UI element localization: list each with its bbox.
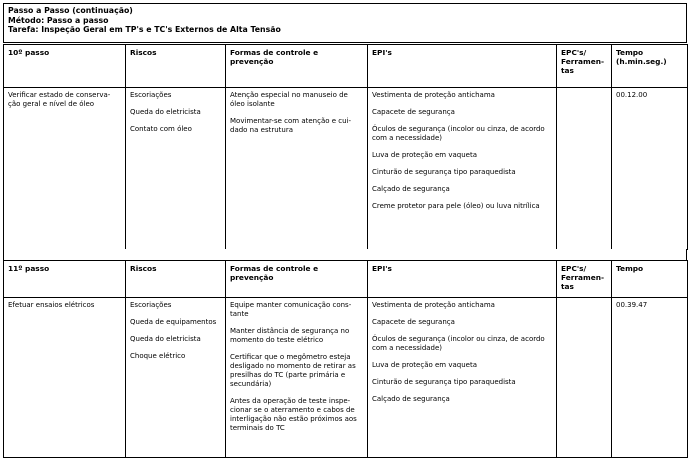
step-11-table xyxy=(3,260,688,458)
epi-item: Calçado de segurança xyxy=(372,395,450,403)
step-11-riscos xyxy=(126,298,226,458)
step-11-formas xyxy=(226,298,368,458)
control-item: Manter distância de segurança no momento do teste elétrico xyxy=(230,327,350,344)
risk-item: Escoriações xyxy=(130,301,172,309)
epi-item: Vestimenta de proteção antichama xyxy=(372,91,495,99)
step-10-epc xyxy=(557,88,612,250)
epi-item: Calçado de segurança xyxy=(372,185,450,193)
epi-item: Capacete de segurança xyxy=(372,108,455,116)
header-method: Método: Passo a passo xyxy=(8,15,109,25)
col-epc: EPC's/ Ferramen-tas xyxy=(557,261,612,298)
epi-item: Óculos de segurança (incolor ou cinza, de acordo com a necessidade) xyxy=(372,335,545,352)
step-11-epis xyxy=(368,298,557,458)
step-10-content-row xyxy=(4,88,688,250)
col-riscos: Riscos xyxy=(126,45,226,88)
col-riscos: Riscos xyxy=(126,261,226,298)
col-tempo: Tempo (h.min.seg.) xyxy=(612,45,688,88)
col-formas: Formas de controle e prevenção xyxy=(226,261,368,298)
step-11-title: 11º passo xyxy=(4,261,126,298)
epi-item: Creme protetor para pele (óleo) ou luva nitrílica xyxy=(372,202,540,210)
step-10-header-row xyxy=(4,45,688,88)
epi-item: Vestimenta de proteção antichama xyxy=(372,301,495,309)
epi-item: Capacete de segurança xyxy=(372,318,455,326)
step-11-epc xyxy=(557,298,612,458)
risk-item: Escoriações xyxy=(130,91,172,99)
col-epc: EPC's/ Ferramen-tas xyxy=(557,45,612,88)
step-11-task: Efetuar ensaios elétricos xyxy=(4,298,126,458)
col-formas: Formas de controle e prevenção xyxy=(226,45,368,88)
control-item: Atenção especial no manuseio de óleo isolante xyxy=(230,91,348,108)
header-task: Tarefa: Inspeção Geral em TP's e TC's Externos de Alta Tensão xyxy=(8,25,281,34)
epi-item: Luva de proteção em vaqueta xyxy=(372,361,477,369)
control-item: Certificar que o megômetro esteja desligado no momento de retirar as presilhas do TC (parte primária e secundária) xyxy=(230,353,356,388)
step-11-tempo: 00.39.47 xyxy=(612,298,688,458)
control-item: Antes da operação de teste inspe-cionar se o aterramento e cabos de interligação não estão próximos aos terminais do TC xyxy=(230,397,357,432)
step-10-table xyxy=(3,44,688,250)
control-item: Equipe manter comunicação cons-tante xyxy=(230,301,352,318)
col-tempo: Tempo xyxy=(612,261,688,298)
epi-item: Óculos de segurança (incolor ou cinza, de acordo com a necessidade) xyxy=(372,125,545,142)
step-10-formas xyxy=(226,88,368,250)
control-item: Movimentar-se com atenção e cui-dado na estrutura xyxy=(230,117,352,134)
step-10-tempo: 00.12.00 xyxy=(612,88,688,250)
epi-item: Cinturão de segurança tipo paraquedista xyxy=(372,378,516,386)
risk-item: Queda de equipamentos xyxy=(130,318,217,326)
risk-item: Choque elétrico xyxy=(130,352,186,360)
epi-item: Luva de proteção em vaqueta xyxy=(372,151,477,159)
risk-item: Contato com óleo xyxy=(130,125,192,133)
step-11-content-row xyxy=(4,298,688,458)
risk-item: Queda do eletricista xyxy=(130,335,201,343)
epi-item: Cinturão de segurança tipo paraquedista xyxy=(372,168,516,176)
risk-item: Queda do eletricista xyxy=(130,108,201,116)
step-10-epis xyxy=(368,88,557,250)
step-10-task: Verificar estado de conserva-ção geral e nível de óleo xyxy=(4,88,126,250)
step-11-header-row xyxy=(4,261,688,298)
col-epis: EPI's xyxy=(368,261,557,298)
step-10-title: 10º passo xyxy=(4,45,126,88)
step-10-riscos xyxy=(126,88,226,250)
document-header xyxy=(3,3,687,43)
header-title: Passo a Passo (continuação) xyxy=(8,6,133,15)
procedure-document xyxy=(3,3,687,456)
col-epis: EPI's xyxy=(368,45,557,88)
